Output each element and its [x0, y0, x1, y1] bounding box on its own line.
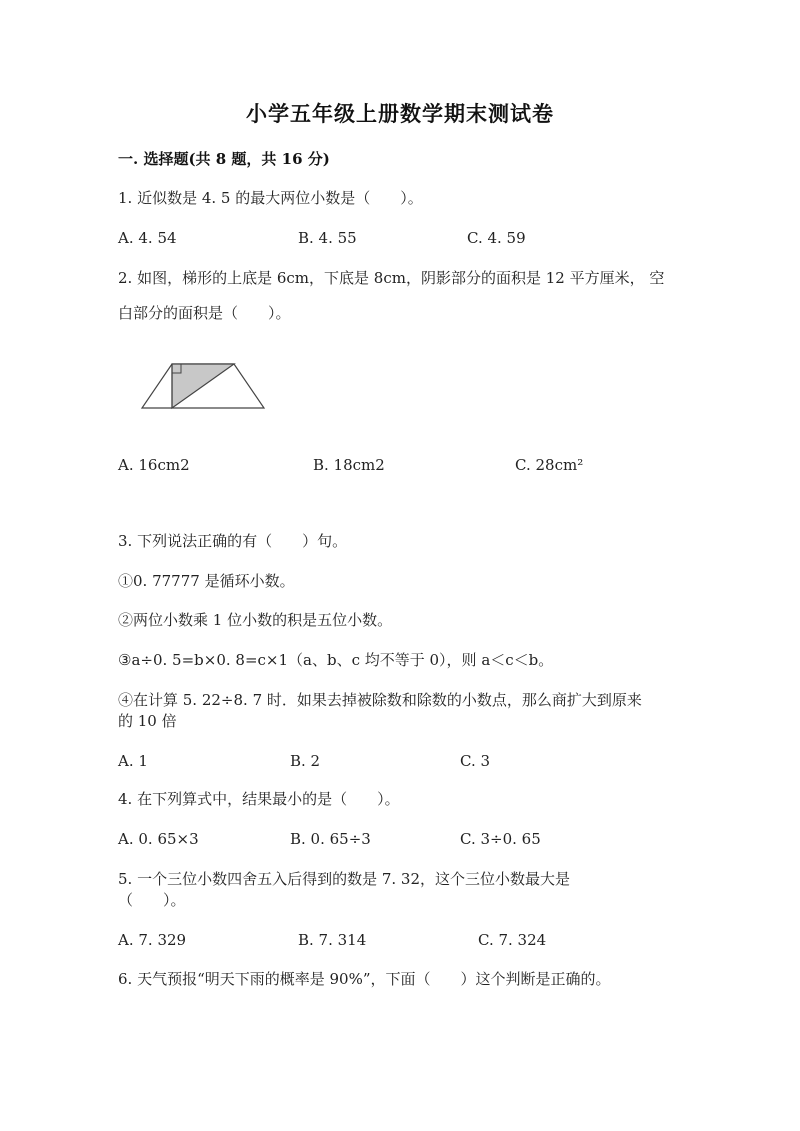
trapezoid-figure — [140, 360, 266, 410]
question-3-statement-4-line-1: ④在计算 5. 22÷8. 7 时．如果去掉被除数和除数的小数点，那么商扩大到原来 — [118, 691, 642, 709]
question-1-stem: 1. 近似数是 4. 5 的最大两位小数是（ ）。 — [118, 189, 423, 207]
question-3-statement-3: ③a÷0. 5=b×0. 8=c×1（a、b、c 均不等于 0），则 a＜c＜b。 — [118, 651, 554, 669]
question-4-stem: 4. 在下列算式中，结果最小的是（ ）。 — [118, 790, 400, 808]
question-2-option-c: C. 28cm² — [515, 456, 584, 474]
question-1-option-c: C. 4. 59 — [467, 229, 526, 247]
question-5-stem-line-2: （ ）。 — [118, 891, 186, 909]
question-3-statement-4-line-2: 的 10 倍 — [118, 712, 177, 730]
question-3-option-c: C. 3 — [460, 752, 491, 770]
question-4-option-c: C. 3÷0. 65 — [460, 830, 541, 848]
question-2-stem-line-2: 白部分的面积是（ ）。 — [118, 304, 291, 322]
question-3-statement-2: ②两位小数乘 1 位小数的积是五位小数。 — [118, 611, 393, 629]
section-heading-multiple-choice: 一. 选择题(共 8 题，共 16 分) — [118, 150, 330, 168]
question-2-option-a: A. 16cm2 — [118, 456, 190, 474]
question-4-option-b: B. 0. 65÷3 — [290, 830, 371, 848]
question-4-option-a: A. 0. 65×3 — [118, 830, 199, 848]
question-1-option-a: A. 4. 54 — [118, 229, 177, 247]
question-3-option-b: B. 2 — [290, 752, 321, 770]
question-5-option-b: B. 7. 314 — [298, 931, 367, 949]
question-3-stem: 3. 下列说法正确的有（ ）句。 — [118, 532, 348, 550]
question-3-option-a: A. 1 — [118, 752, 148, 770]
question-1-option-b: B. 4. 55 — [298, 229, 357, 247]
question-2-option-b: B. 18cm2 — [313, 456, 385, 474]
question-5-option-c: C. 7. 324 — [478, 931, 547, 949]
question-6-stem: 6. 天气预报“明天下雨的概率是 90%”，下面（ ）这个判断是正确的。 — [118, 970, 611, 988]
exam-title: 小学五年级上册数学期末测试卷 — [246, 101, 554, 126]
question-5-stem-line-1: 5. 一个三位小数四舍五入后得到的数是 7. 32，这个三位小数最大是 — [118, 870, 571, 888]
question-5-option-a: A. 7. 329 — [118, 931, 187, 949]
question-2-stem-line-1: 2. 如图，梯形的上底是 6cm，下底是 8cm，阴影部分的面积是 12 平方厘米， 空 — [118, 269, 665, 287]
question-3-statement-1: ①0. 77777 是循环小数。 — [118, 572, 295, 590]
